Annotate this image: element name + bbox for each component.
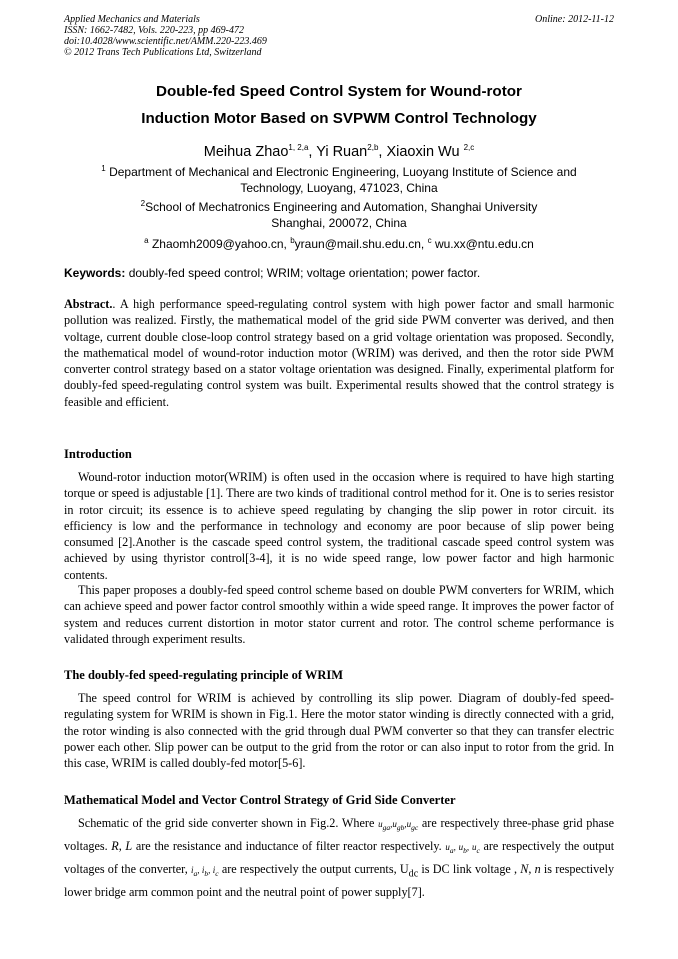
udc-sub: dc bbox=[408, 868, 419, 880]
symbol-N: N bbox=[520, 861, 529, 876]
symbol-R: R bbox=[111, 838, 119, 853]
ug-symbol-c: u bbox=[406, 819, 412, 829]
abstract-text: . A high performance speed-regulating control system with high power factor and small harmonic pollution was realized. Firstly, the mathematical model of the grid side PWM converter was derived, and then voltage, current double close-loop control strategy based on a grid voltage orientation was proposed. Secondly, the mathematical model of wound-rotor induction motor (WRIM) was derived, and then the rotor side PWM converter control strategy based on a stator voltage orientation was designed. Finally, experimental platform for doubly-fed speed-regulating control system was built. Experimental results showed that the control strategy is feasible and efficient. bbox=[64, 297, 614, 409]
i-sub-c: c bbox=[215, 868, 219, 878]
abstract bbox=[64, 296, 614, 410]
principle-heading: The doubly-fed speed-regulating principle of WRIM bbox=[64, 668, 344, 682]
email-c-sup: c bbox=[427, 236, 432, 245]
aff1-line-1: Department of Mechanical and Electronic Engineering, Luoyang Institute of Science and bbox=[109, 165, 577, 179]
model-text-4: are respectively the output voltages of the converter, bbox=[64, 838, 615, 876]
keywords bbox=[64, 265, 614, 281]
i-symbol-c: i bbox=[212, 864, 216, 875]
keywords-text: doubly-fed speed control; WRIM; voltage orientation; power factor. bbox=[128, 266, 481, 280]
u-symbol-b: u bbox=[458, 841, 464, 852]
ug-sub-c: gc bbox=[411, 822, 419, 832]
affiliation-1 bbox=[64, 164, 614, 196]
authors: Meihua Zhao$^{1, 2,a}$, Yi Ruan$^{2,b}$, Xiaoxin Wu $^{2,c}$ bbox=[203, 143, 475, 160]
u-sub-c: c bbox=[476, 845, 480, 855]
ug-sub-a: ga bbox=[382, 822, 391, 832]
copyright-line: © 2012 Trans Tech Publications Ltd, Switzerland bbox=[64, 47, 262, 58]
model-text-3: are the resistance and inductance of filter reactor respectively. bbox=[135, 838, 442, 853]
u-symbol-a: u bbox=[445, 841, 450, 852]
introduction-paragraph-1: Wound-rotor induction motor(WRIM) is often used in the occasion where is required to have high starting torque or speed is adjustable [1]. There are two kinds of traditional control method for it. One is to series resistor in rotor circuit; its essence is to achieve speed regulating by changing the slip power in rotor circuit. its efficiency is low and the performance in technology and economy are poor because of slip power being consumed [2].Another is the cascade speed control system, the traditional cascade speed control system was achieved by using thyristor control[3-4], it is no wide speed range, low power factor and high harmonic contents. bbox=[64, 470, 614, 582]
doi-line: doi:10.4028/www.scientific.net/AMM.220-223.469 bbox=[64, 36, 267, 47]
author-1: Meihua Zhao bbox=[203, 144, 289, 160]
i-symbol-a: i bbox=[190, 864, 194, 875]
email-a-sup: a bbox=[144, 236, 149, 245]
email-b[interactable]: yraun@mail.shu.edu.cn, bbox=[294, 237, 425, 251]
author-3: Xiaoxin Wu bbox=[386, 144, 460, 160]
udc-symbol: U bbox=[399, 861, 409, 876]
keywords-label: Keywords: bbox=[64, 266, 126, 280]
u-symbol-c: u bbox=[472, 841, 477, 852]
introduction-heading: Introduction bbox=[64, 447, 132, 461]
aff2-sup: 2 bbox=[140, 199, 146, 208]
i-sub-b: b bbox=[204, 868, 209, 878]
u-sub-a: a bbox=[449, 845, 454, 855]
i-symbol-b: i bbox=[201, 864, 205, 875]
model-text-5: are respectively the output currents, bbox=[221, 861, 397, 876]
output-voltage-symbols: $u_a$, $u_b$, $u_c$ bbox=[445, 841, 480, 855]
ug-sub-b: gb bbox=[396, 822, 405, 832]
symbol-L: L bbox=[125, 838, 133, 853]
author-2: Yi Ruan bbox=[316, 144, 368, 160]
aff2-line-2: Shanghai, 200072, China bbox=[271, 216, 407, 230]
aff2-line-1: School of Mechatronics Engineering and Automation, Shanghai University bbox=[145, 200, 538, 214]
title-line-2: Induction Motor Based on SVPWM Control Technology bbox=[141, 110, 537, 127]
online-date: Online: 2012-11-12 bbox=[535, 14, 614, 25]
title-line-1: Double-fed Speed Control System for Wound-rotor bbox=[156, 83, 522, 100]
email-c[interactable]: wu.xx@ntu.edu.cn bbox=[434, 237, 534, 251]
author-1-sup: 1, 2,a bbox=[288, 143, 309, 153]
aff1-sup: 1 bbox=[101, 164, 106, 173]
model-text-1: Schematic of the grid side converter shown in Fig.2. Where bbox=[78, 816, 375, 830]
author-3-sup: 2,c bbox=[463, 143, 475, 153]
aff1-line-2: Technology, Luoyang, 471023, China bbox=[240, 181, 438, 195]
principle-paragraph: The speed control for WRIM is achieved by controlling its slip power. Diagram of doubly-fed speed-regulating system for WRIM is shown in Fig.1. Here the motor stator winding is directly connected with a grid, the rotor winding is also connected with the grid through dual PWM converter so that they can transfer electric power each other. Slip power can be output to the grid from the rotor or can also input to rotor from the grid. In this case, WRIM is called doubly-fed motor[5-6]. bbox=[64, 691, 614, 771]
introduction-paragraph-2: This paper proposes a doubly-fed speed control scheme based on double PWM converters for WRIM, which can achieve speed and power factor control smoothly within a wide speed range. It improves the power factor of system and reduces current distortion in motor stator current and rotor. The control scheme performance is validated through experiment results. bbox=[64, 583, 614, 646]
model-paragraph: Schematic of the grid side converter shown in Fig.2. Where $u_{ga},u_{gb},u_{gc}$ are respectively three-phase grid phase voltages. R, L are the resistance and inductance of filter reactor respectively. $u_a$, $u_b$, $u_c$ are respectively the output voltages of the converter, $i_a$, $i_b$, $i_c$ are respectively the output currents, $U_{dc}$ is DC link voltage , N, n is respectively lower bridge arm common point and the neutral point of power supply[7]. bbox=[64, 816, 615, 900]
abstract-label: Abstract. bbox=[64, 297, 113, 311]
journal-name: Applied Mechanics and Materials bbox=[64, 14, 200, 25]
affiliation-2 bbox=[64, 199, 614, 231]
output-current-symbols: $i_a$, $i_b$, $i_c$ bbox=[190, 864, 219, 878]
emails bbox=[64, 236, 614, 252]
ug-symbol-b: u bbox=[392, 819, 397, 829]
model-text-7: is respectively lower bridge arm common point and the neutral point of power supply[7]. bbox=[64, 861, 615, 900]
u-sub-b: b bbox=[463, 845, 467, 855]
model-heading: Mathematical Model and Vector Control Strategy of Grid Side Converter bbox=[64, 793, 456, 807]
model-text-6: is DC link voltage , bbox=[421, 861, 518, 876]
i-sub-a: a bbox=[193, 868, 198, 878]
symbol-n: n bbox=[534, 861, 541, 876]
email-a[interactable]: Zhaomh2009@yahoo.cn, bbox=[151, 237, 287, 251]
author-2-sup: 2,b bbox=[367, 143, 379, 153]
grid-voltage-symbols: $u_{ga},u_{gb},u_{gc}$ bbox=[378, 819, 419, 832]
ug-symbol-a: u bbox=[378, 819, 383, 829]
issn-line: ISSN: 1662-7482, Vols. 220-223, pp 469-472 bbox=[64, 25, 244, 36]
model-text-2: are respectively three-phase grid phase voltages. bbox=[64, 816, 614, 853]
email-b-sup: b bbox=[290, 236, 295, 245]
running-header bbox=[64, 14, 267, 58]
